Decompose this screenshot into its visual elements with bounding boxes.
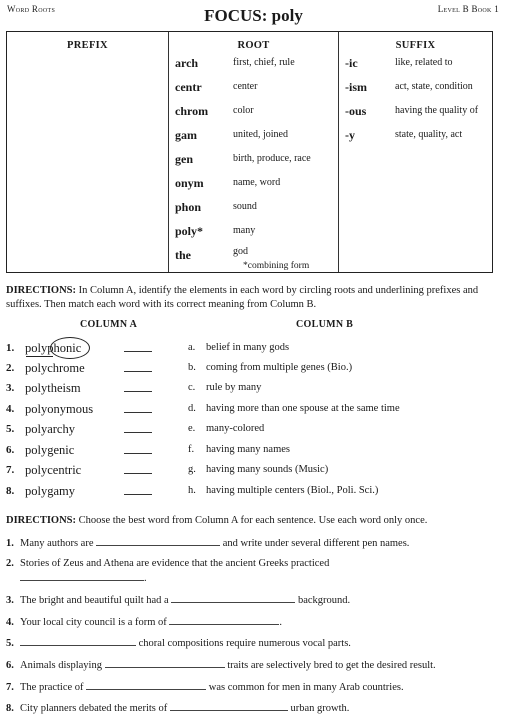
root-meaning: united, joined <box>233 129 288 140</box>
column-a-heading: COLUMN A <box>80 319 138 330</box>
book-series-label: Word Roots <box>7 4 56 14</box>
answer-blank[interactable] <box>124 351 152 352</box>
root-meaning: name, word <box>233 177 281 188</box>
directions-label: DIRECTIONS: <box>6 515 77 526</box>
suffix-meaning: act, state, condition <box>395 81 473 92</box>
fill-in-blank[interactable] <box>96 536 220 546</box>
sentence-text-after: urban growth. <box>287 703 350 714</box>
root-row <box>169 128 338 146</box>
answer-blank[interactable] <box>124 473 152 474</box>
column-a-word: polyphonic <box>25 341 82 355</box>
root-word: gam <box>175 128 197 142</box>
item-number: 8. <box>6 485 15 497</box>
suffix-row <box>339 56 492 74</box>
root-word: phon <box>175 200 202 214</box>
column-b-meaning: having many sounds (Music) <box>206 464 329 475</box>
column-b-meaning: having multiple centers (Biol., Poli. Sci.) <box>206 485 379 496</box>
column-b-letter: f. <box>188 444 195 455</box>
root-meaning: birth, produce, race <box>233 153 311 164</box>
root-word: the <box>175 248 191 262</box>
suffix-row <box>339 128 492 146</box>
suffix-heading: SUFFIX <box>395 40 436 51</box>
sentence-text-before: Animals displaying <box>20 660 105 671</box>
item-number: 7. <box>6 464 15 476</box>
sentence-number: 5. <box>6 638 14 649</box>
answer-blank[interactable] <box>124 453 152 454</box>
sentence-number: 7. <box>6 682 14 693</box>
root-meaning: god <box>233 246 248 257</box>
word-parts-table <box>6 31 493 273</box>
column-b-meaning: having more than one spouse at the same time <box>206 403 400 414</box>
root-heading: ROOT <box>237 40 270 51</box>
sentence-text-before: Your local city council is a form of <box>20 617 170 628</box>
sentence-number: 8. <box>6 703 14 714</box>
answer-blank[interactable] <box>124 494 152 495</box>
sentence-number: 2. <box>6 558 14 569</box>
matching-row <box>6 443 496 461</box>
suffix-row <box>339 80 492 98</box>
root-meaning: many <box>233 225 256 236</box>
root-row <box>169 80 338 98</box>
sentence-item <box>6 701 496 716</box>
sentence-text-after: and write under several different pen names. <box>220 538 410 549</box>
item-number: 3. <box>6 382 15 394</box>
sentence-item <box>6 593 496 608</box>
root-word: poly* <box>175 224 204 238</box>
sentence-number: 3. <box>6 595 14 606</box>
fill-in-blank[interactable] <box>169 615 279 625</box>
root-circle-mark <box>50 337 90 359</box>
sentence-text-after: . <box>144 573 147 584</box>
root-word: chrom <box>175 104 209 118</box>
directions-label: DIRECTIONS: <box>6 285 77 296</box>
answer-blank[interactable] <box>124 371 152 372</box>
root-row <box>169 176 338 194</box>
column-b-meaning: rule by many <box>206 382 262 393</box>
suffix-meaning: like, related to <box>395 57 453 68</box>
sentence-item <box>6 557 496 586</box>
suffix-column <box>339 32 492 272</box>
suffix-word: -ic <box>345 56 358 70</box>
answer-blank[interactable] <box>124 391 152 392</box>
fill-in-blank[interactable] <box>86 680 206 690</box>
column-b-letter: d. <box>188 403 196 414</box>
column-b-letter: h. <box>188 485 196 496</box>
root-word: onym <box>175 176 204 190</box>
root-row <box>169 104 338 122</box>
matching-directions <box>6 284 494 311</box>
prefix-heading: PREFIX <box>67 40 108 51</box>
suffix-meaning: state, quality, act <box>395 129 463 140</box>
root-word: arch <box>175 56 199 70</box>
suffix-row <box>339 104 492 122</box>
answer-blank[interactable] <box>124 432 152 433</box>
root-word: gen <box>175 152 193 166</box>
column-a-word: polytheism <box>25 381 81 395</box>
column-b-letter: a. <box>188 342 196 353</box>
item-number: 4. <box>6 403 15 415</box>
item-number: 5. <box>6 423 15 435</box>
column-b-meaning: many-colored <box>206 423 265 434</box>
combining-form-note: *combining form <box>243 261 310 271</box>
sentence-item <box>6 658 496 673</box>
sentence-number: 4. <box>6 617 14 628</box>
root-row <box>169 152 338 170</box>
column-b-heading: COLUMN B <box>296 319 354 330</box>
matching-row <box>6 463 496 481</box>
suffix-word: -ous <box>345 104 367 118</box>
level-label: Level B Book 1 <box>437 4 499 14</box>
matching-row <box>6 361 496 379</box>
root-row <box>169 200 338 218</box>
matching-row <box>6 422 496 440</box>
sentence-text-after: traits are selectively bred to get the desired result. <box>224 660 436 671</box>
sentence-text-before: The bright and beautiful quilt had a <box>20 595 172 606</box>
sentence-text-before: Stories of Zeus and Athena are evidence that the ancient Greeks practiced <box>20 558 330 569</box>
item-number: 6. <box>6 444 15 456</box>
sentence-text-after: . <box>279 617 283 628</box>
fill-in-blank[interactable] <box>170 701 288 711</box>
item-number: 1. <box>6 342 15 354</box>
fill-in-blank[interactable] <box>20 636 136 646</box>
sentence-number: 1. <box>6 538 14 549</box>
page-title: FOCUS: poly <box>204 6 303 25</box>
root-meaning: sound <box>233 201 257 212</box>
sentence-text-before: Many authors are <box>20 538 97 549</box>
suffix-word: -y <box>345 128 355 142</box>
column-a-word: polychrome <box>25 361 85 375</box>
suffix-word: -ism <box>345 80 367 94</box>
fill-in-blank[interactable] <box>171 593 295 603</box>
sentence-number: 6. <box>6 660 14 671</box>
root-row <box>169 56 338 74</box>
root-row <box>169 224 338 242</box>
column-b-meaning: belief in many gods <box>206 342 290 353</box>
directions-text: In Column A, identify the elements in each word by circling roots and underlining prefixes and suffixes. Then match each word with its correct meaning from Column B. <box>6 285 479 310</box>
sentence-text-after: choral compositions require numerous vocal parts. <box>136 638 351 649</box>
column-a-word: polyarchy <box>25 422 75 436</box>
column-a-word: polygamy <box>25 484 75 498</box>
sentence-text-before: The practice of <box>20 682 87 693</box>
sentence-directions <box>6 514 494 528</box>
sentence-item <box>6 615 496 630</box>
item-number: 2. <box>6 362 15 374</box>
column-b-letter: b. <box>188 362 196 373</box>
root-meaning: first, chief, rule <box>233 57 295 68</box>
prefix-underline-mark <box>26 356 53 357</box>
sentence-item <box>6 536 496 551</box>
sentence-text-before: City planners debated the merits of <box>20 703 170 714</box>
sentence-text-after: was common for men in many Arab countries. <box>206 682 404 693</box>
column-a-word: polyonymous <box>25 402 94 416</box>
sentence-item <box>6 636 496 651</box>
answer-blank[interactable] <box>124 412 152 413</box>
matching-row <box>6 381 496 399</box>
column-a-word: polycentric <box>25 463 82 477</box>
matching-row <box>6 402 496 420</box>
column-b-meaning: having many names <box>206 444 290 455</box>
fill-in-blank[interactable] <box>105 658 225 668</box>
sentence-item <box>6 680 496 695</box>
prefix-column <box>7 32 169 272</box>
root-meaning: color <box>233 105 254 116</box>
column-b-letter: c. <box>188 382 196 393</box>
directions-text: Choose the best word from Column A for each sentence. Use each word only once. <box>76 515 428 526</box>
root-word: centr <box>175 80 202 94</box>
column-b-meaning: coming from multiple genes (Bio.) <box>206 362 353 373</box>
column-b-letter: e. <box>188 423 196 434</box>
sentence-text-after: background. <box>295 595 351 606</box>
root-column <box>169 32 339 272</box>
suffix-meaning: having the quality of <box>395 105 479 116</box>
matching-row <box>6 484 496 502</box>
column-b-letter: g. <box>188 464 196 475</box>
column-a-word: polygenic <box>25 443 75 457</box>
fill-in-blank[interactable] <box>20 571 144 581</box>
root-meaning: center <box>233 81 258 92</box>
